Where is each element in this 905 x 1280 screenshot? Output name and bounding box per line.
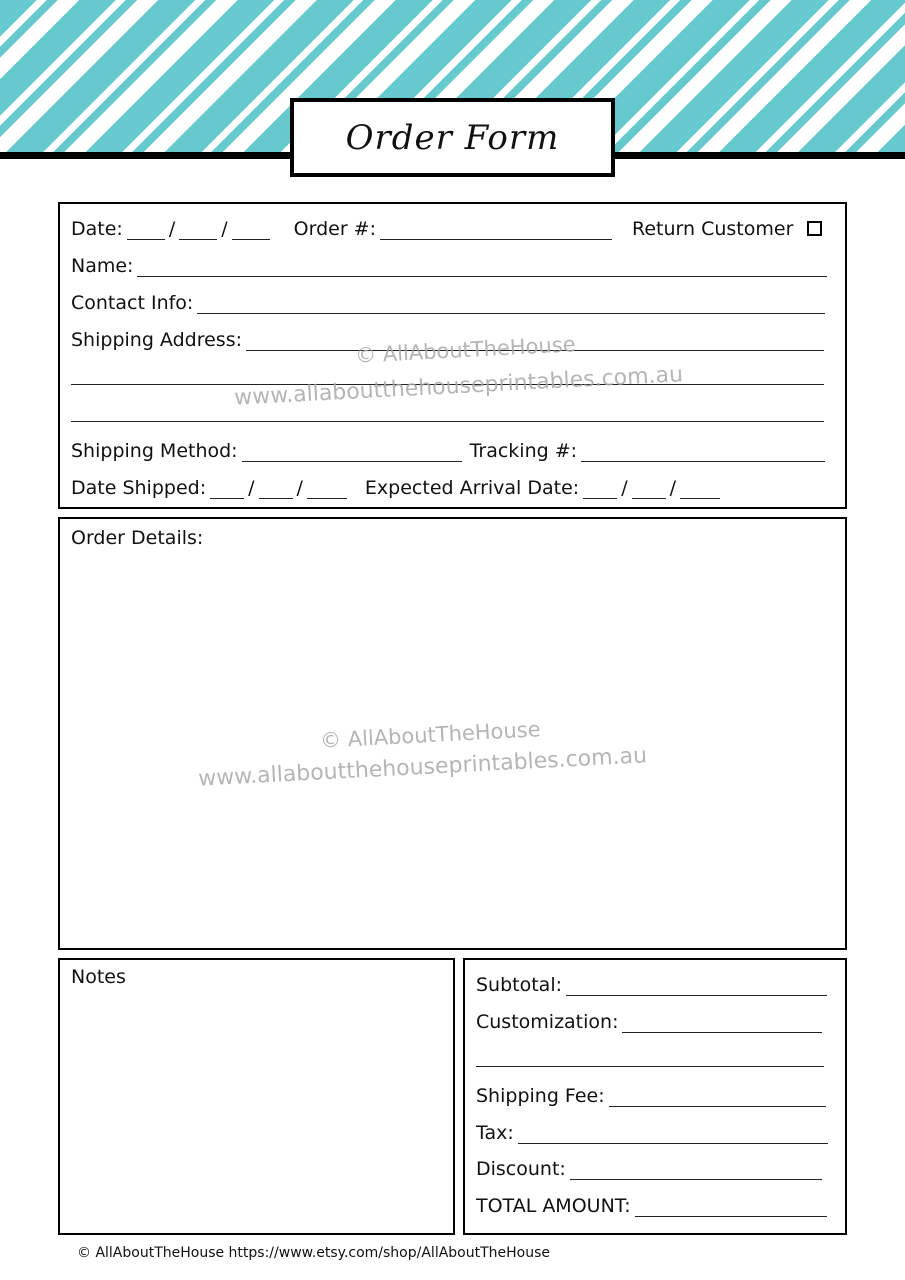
title-box [290, 98, 615, 177]
shipping-method-label: Shipping Method: [71, 440, 238, 462]
date-separator: / [296, 477, 303, 499]
name-field[interactable] [137, 258, 827, 277]
date-year-field[interactable] [232, 221, 270, 240]
shipping-address-label: Shipping Address: [71, 329, 242, 351]
shipping-fee-label: Shipping Fee: [476, 1085, 605, 1107]
watermark-copyright: © AllAboutTheHouse [319, 717, 542, 753]
expected-arrival-year-field[interactable] [680, 480, 720, 499]
total-amount-label: TOTAL AMOUNT: [476, 1195, 631, 1217]
notes-label: Notes [71, 966, 126, 988]
name-label: Name: [71, 255, 134, 277]
subtotal-label: Subtotal: [476, 974, 563, 996]
return-customer-label: Return Customer [632, 218, 794, 240]
footer-credit: © AllAboutTheHouse https://www.etsy.com/shop/AllAboutTheHouse [77, 1245, 551, 1261]
subtotal-field[interactable] [566, 977, 827, 996]
watermark-url: www.allaboutthehouseprintables.com.au [233, 362, 684, 411]
discount-field[interactable] [570, 1161, 822, 1180]
date-separator: / [248, 477, 255, 499]
date-separator: / [621, 477, 628, 499]
tax-field[interactable] [518, 1125, 828, 1144]
date-label: Date: [71, 218, 123, 240]
shipping-fee-field[interactable] [609, 1088, 826, 1107]
customization-field[interactable] [622, 1014, 822, 1033]
date-day-field[interactable] [127, 221, 165, 240]
expected-arrival-month-field[interactable] [632, 480, 666, 499]
customization-row [476, 1011, 826, 1033]
shipping-fee-row [476, 1085, 830, 1107]
customization-label: Customization: [476, 1011, 619, 1033]
watermark-copyright: © AllAboutTheHouse [354, 332, 577, 368]
date-shipped-label: Date Shipped: [71, 477, 207, 499]
page-title: Order Form [345, 117, 560, 158]
date-shipped-month-field[interactable] [259, 480, 293, 499]
contact-info-field[interactable] [197, 295, 825, 314]
date-month-field[interactable] [179, 221, 217, 240]
shipping-address-line-3 [71, 403, 828, 422]
subtotal-row [476, 974, 831, 996]
contact-info-label: Contact Info: [71, 292, 194, 314]
date-separator: / [221, 218, 228, 240]
expected-arrival-label: Expected Arrival Date: [364, 477, 580, 499]
return-customer-checkbox[interactable] [807, 221, 822, 236]
date-separator: / [669, 477, 677, 499]
name-row [71, 255, 831, 277]
shipping-method-field[interactable] [242, 443, 462, 462]
expected-arrival-day-field[interactable] [583, 480, 617, 499]
order-number-label: Order #: [293, 218, 376, 240]
tax-row [476, 1122, 832, 1144]
tracking-field[interactable] [581, 443, 825, 462]
discount-row [476, 1158, 826, 1180]
notes-heading [71, 966, 126, 988]
date-shipped-day-field[interactable] [210, 480, 244, 499]
order-details-label: Order Details: [71, 527, 204, 549]
tracking-label: Tracking #: [469, 440, 578, 462]
date-shipped-row [71, 477, 771, 499]
total-amount-field[interactable] [635, 1198, 827, 1217]
customization-field-2[interactable] [476, 1048, 824, 1067]
discount-label: Discount: [476, 1158, 566, 1180]
date-order-row [71, 218, 831, 240]
total-amount-row [476, 1195, 831, 1217]
shipping-method-row [71, 440, 829, 462]
shipping-address-field-3[interactable] [71, 403, 824, 422]
watermark-url: www.allaboutthehouseprintables.com.au [197, 743, 648, 792]
date-shipped-year-field[interactable] [307, 480, 347, 499]
notes-box[interactable] [58, 958, 455, 1235]
contact-row [71, 292, 829, 314]
order-details-heading [71, 527, 203, 549]
order-number-field[interactable] [380, 221, 612, 240]
tax-label: Tax: [476, 1122, 514, 1144]
customization-line-2 [476, 1048, 828, 1067]
date-separator: / [168, 218, 176, 240]
